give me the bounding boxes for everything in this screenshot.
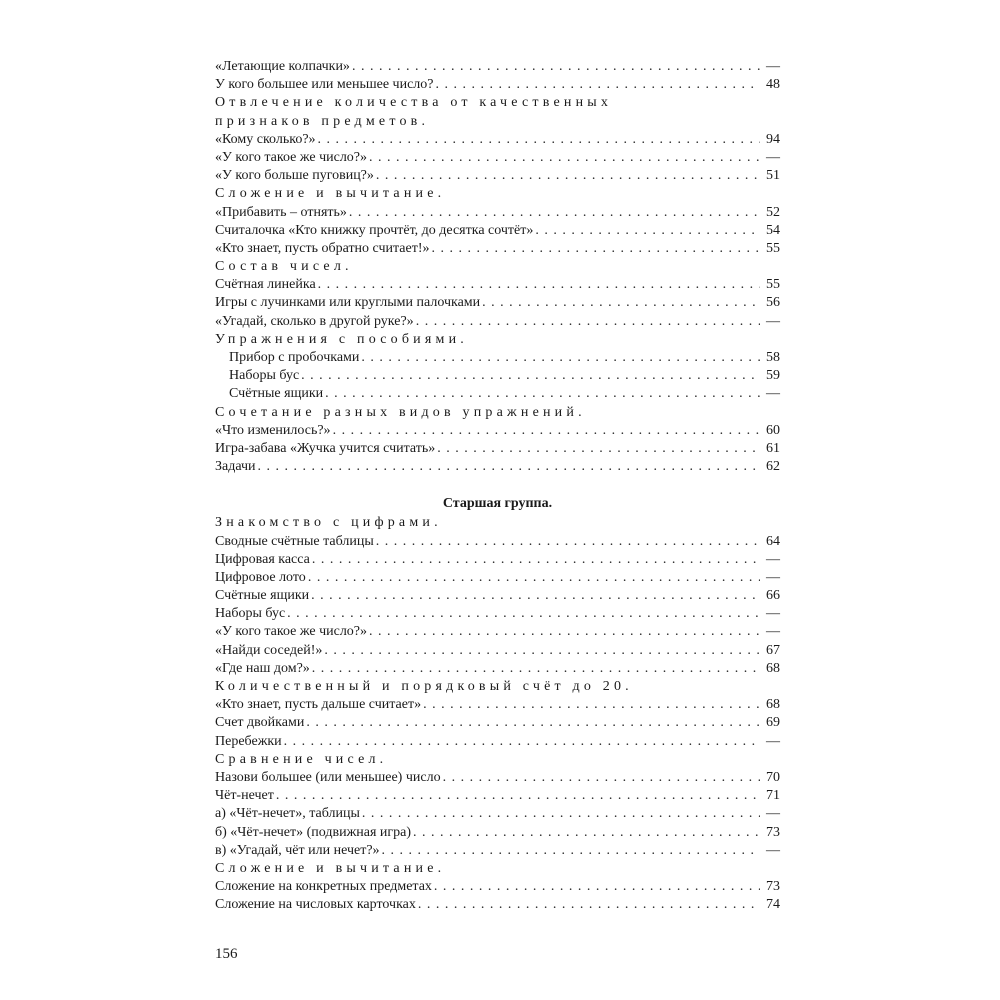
toc-entry-title: «Где наш дом?»: [215, 660, 310, 676]
toc-entry: [215, 696, 780, 714]
toc-entry-title: Чёт-нечет: [215, 788, 274, 804]
toc-entry: [215, 313, 780, 331]
dot-leader: [318, 276, 760, 294]
dot-leader: [443, 769, 760, 787]
toc-entry: [215, 842, 780, 860]
toc-entry: [215, 367, 780, 385]
toc-section-heading: Сложение и вычитание.: [215, 860, 446, 876]
toc-entry: [215, 769, 780, 787]
dot-leader: [376, 167, 760, 185]
toc-entry-page: 71: [766, 788, 780, 804]
dot-leader: [432, 240, 760, 258]
toc-section-heading: Сравнение чисел.: [215, 751, 388, 767]
toc-entry-title: Прибор с пробочками: [229, 350, 360, 365]
toc-entry-title: «Летающие колпачки»: [215, 59, 350, 74]
dot-leader: [423, 696, 760, 714]
toc-entry-title: «Прибавить – отнять»: [215, 204, 347, 220]
toc-section-heading: Отвлечение количества от качественных: [215, 95, 613, 111]
page-number: 156: [215, 946, 238, 962]
dot-leader: [276, 787, 760, 805]
toc-entry-page: 68: [766, 660, 780, 676]
toc-entry: [215, 204, 780, 222]
toc-entry-page: —: [766, 313, 780, 329]
toc-entry-page: 58: [766, 350, 780, 365]
toc-section-heading: Знакомство с цифрами.: [215, 515, 442, 531]
dot-leader: [318, 131, 760, 149]
toc-entry-title: Сложение на числовых карточках: [215, 897, 416, 913]
toc-entry-title: Перебежки: [215, 733, 282, 749]
dot-leader: [333, 422, 760, 440]
toc-section-heading: Сложение и вычитание.: [215, 186, 446, 202]
toc-entry-title: Игра-забава «Жучка учится считать»: [215, 440, 436, 456]
toc-entry: [215, 896, 780, 914]
toc-entry: [215, 533, 780, 551]
toc-entry-page: 74: [766, 897, 780, 913]
toc-entry-page: —: [766, 59, 780, 74]
toc-entry-title: Назови большее (или меньшее) число: [215, 769, 441, 785]
toc-entry-page: —: [766, 842, 780, 858]
toc-entry-title: Счётная линейка: [215, 277, 316, 293]
toc-entry-page: —: [766, 551, 780, 567]
toc-entry: [215, 131, 780, 149]
toc-entry: [215, 642, 780, 660]
toc-entry-title: «У кого такое же число?»: [215, 624, 368, 640]
dot-leader: [287, 605, 760, 623]
toc-entry: [215, 58, 780, 76]
toc-entry: [215, 349, 780, 367]
dot-leader: [324, 642, 760, 660]
dot-leader: [362, 805, 760, 823]
toc-entry-page: 61: [766, 440, 780, 456]
toc-entry-title: «Что изменилось?»: [215, 422, 331, 438]
toc-entry: [215, 458, 780, 476]
toc-entry-title: Счётные ящики: [229, 386, 324, 402]
dot-leader: [482, 294, 760, 312]
toc-entry-page: 48: [766, 77, 780, 93]
dot-leader: [308, 569, 760, 587]
toc-entry: [215, 623, 780, 641]
toc-entry-page: 55: [766, 240, 780, 256]
toc-entry-page: 67: [766, 642, 780, 658]
dot-leader: [413, 824, 760, 842]
toc-entry-page: 51: [766, 168, 780, 184]
toc-entry-title: Игры с лучинками или круглыми палочками: [215, 295, 481, 311]
toc-entry-title: в) «Угадай, чёт или нечет?»: [215, 842, 380, 858]
toc-entry-page: 59: [766, 368, 780, 384]
dot-leader: [284, 733, 760, 751]
toc-entry-page: —: [766, 806, 780, 822]
toc-entry-title: а) «Чёт-нечет», таблицы: [215, 806, 360, 822]
toc-entry-title: Цифровое лото: [215, 569, 306, 585]
toc-entry: [215, 714, 780, 732]
dot-leader: [301, 367, 760, 385]
toc-entry-title: «Найди соседей!»: [215, 642, 323, 658]
toc-entry: [215, 569, 780, 587]
toc-entry: [215, 733, 780, 751]
toc-entry: [215, 385, 780, 403]
toc-entry-page: 60: [766, 422, 780, 438]
toc-entry-page: 54: [766, 222, 780, 238]
toc-entry-page: 52: [766, 204, 780, 220]
toc-entry: [215, 878, 780, 896]
toc-entry-title: «Угадай, сколько в другой руке?»: [215, 313, 414, 329]
toc-entry-page: —: [766, 624, 780, 640]
toc-entry-page: —: [766, 733, 780, 749]
toc-entry-page: —: [766, 149, 780, 165]
toc-section-heading: Состав чисел.: [215, 259, 353, 275]
toc-entry: [215, 167, 780, 185]
toc-entry-title: Сложение на конкретных предметах: [215, 879, 432, 895]
dot-leader: [418, 896, 760, 914]
dot-leader: [311, 587, 760, 605]
toc-entry-title: Цифровая касса: [215, 551, 310, 567]
toc-entry-page: 70: [766, 769, 780, 785]
toc-entry-title: «Кто знает, пусть обратно считает!»: [215, 240, 430, 256]
dot-leader: [258, 458, 760, 476]
dot-leader: [437, 440, 760, 458]
toc-entry: [215, 222, 780, 240]
toc-entry: [215, 149, 780, 167]
toc-entry-title: «У кого больше пуговиц?»: [215, 168, 374, 184]
dot-leader: [436, 76, 761, 94]
toc-entry-title: «Кто знает, пусть дальше считает»: [215, 697, 422, 713]
toc-entry-page: 68: [766, 697, 780, 713]
toc-entry-title: Счет двойками: [215, 715, 305, 731]
dot-leader: [369, 149, 760, 167]
dot-leader: [369, 623, 760, 641]
toc-entry-page: 64: [766, 533, 780, 549]
toc-entry: [215, 76, 780, 94]
toc-entry-page: —: [766, 606, 780, 622]
dot-leader: [349, 204, 760, 222]
toc-entry: [215, 551, 780, 569]
toc-entry-page: 73: [766, 879, 780, 895]
toc-entry: [215, 787, 780, 805]
toc-entry: [215, 805, 780, 823]
toc-entry: [215, 294, 780, 312]
toc-entry-title: У кого большее или меньшее число?: [215, 77, 434, 93]
toc-section-heading: Количественный и порядковый счёт до 20.: [215, 679, 633, 694]
toc-entry: [215, 660, 780, 678]
dot-leader: [535, 222, 760, 240]
toc-entry: [215, 587, 780, 605]
dot-leader: [361, 349, 760, 367]
toc-entry-page: —: [766, 386, 780, 402]
toc-entry: [215, 824, 780, 842]
dot-leader: [382, 842, 760, 860]
toc-entry-title: Наборы бус: [229, 368, 300, 384]
toc-entry-title: «У кого такое же число?»: [215, 149, 368, 165]
toc-entry-page: 66: [766, 588, 780, 604]
toc-entry-page: 73: [766, 824, 780, 840]
toc-entry-page: —: [766, 569, 780, 585]
dot-leader: [312, 551, 760, 569]
toc-entry-title: Сводные счётные таблицы: [215, 533, 374, 549]
dot-leader: [312, 660, 760, 678]
toc-section-heading: Упражнения с пособиями.: [215, 331, 468, 347]
toc-entry-title: б) «Чёт-нечет» (подвижная игра): [215, 824, 412, 840]
dot-leader: [434, 878, 760, 896]
toc-entry-title: Задачи: [215, 459, 256, 475]
toc-entry-title: Счётные ящики: [215, 588, 310, 604]
toc-section-heading: признаков предметов.: [215, 113, 430, 129]
toc-entry-title: Наборы бус: [215, 606, 286, 622]
toc-entry-page: 69: [766, 715, 780, 731]
toc-entry-title: Считалочка «Кто книжку прочтёт, до десятка сочтёт»: [215, 222, 534, 238]
dot-leader: [325, 385, 760, 403]
toc-entry: [215, 422, 780, 440]
dot-leader: [416, 313, 760, 331]
toc-entry-title: «Кому сколько?»: [215, 131, 316, 147]
dot-leader: [376, 533, 760, 551]
toc-section-heading: Сочетание разных видов упражнений.: [215, 404, 586, 420]
toc-entry-page: 94: [766, 131, 780, 147]
toc-entry-page: 55: [766, 277, 780, 293]
toc-entry: [215, 605, 780, 623]
toc-group-title: Старшая группа.: [442, 496, 553, 512]
toc-entry-page: 56: [766, 295, 780, 311]
toc-entry: [215, 276, 780, 294]
table-of-contents: [215, 58, 780, 914]
toc-entry: [215, 240, 780, 258]
toc-entry-page: 62: [766, 459, 780, 475]
dot-leader: [306, 714, 760, 732]
dot-leader: [352, 58, 760, 76]
toc-entry: [215, 440, 780, 458]
